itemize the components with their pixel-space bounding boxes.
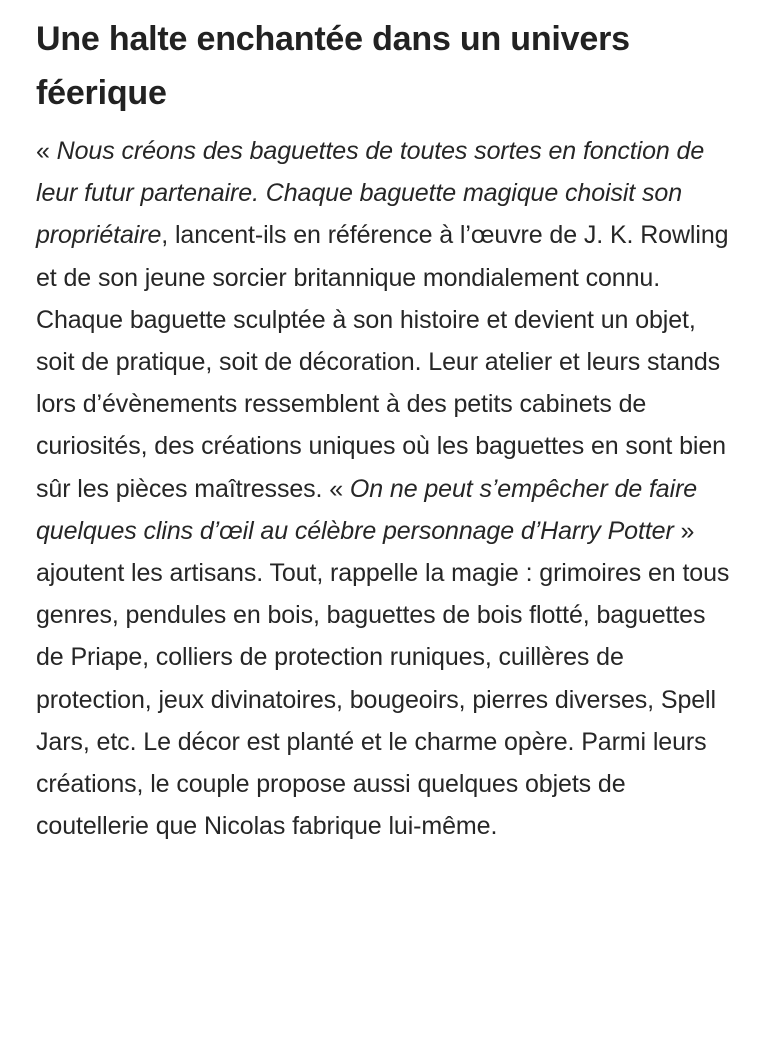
paragraph-segment: » ajoutent les artisans. Tout, rappelle la magie : grimoires en tous genres, pendules en bois, baguettes de bois flotté, baguettes de Priape, colliers de protection runiques, cuillères de protection, jeux divinatoires, bougeoirs, pierres diverses, Spell Jars, etc. Le décor est planté et le charme opère. Parmi leurs créations, le couple propose aussi quelques objets de coutellerie que Nicolas fabrique lui-même. — [36, 516, 730, 841]
paragraph-segment-italic: On ne peut s’empêcher de faire quelques clins d’œil au célèbre personnage d’Harry Potter — [36, 474, 698, 545]
paragraph-segment-italic: Nous créons des baguettes de toutes sortes en fonction de leur futur partenaire. Chaque baguette magique choisit son propriétaire — [36, 137, 705, 250]
paragraph-segment: « — [36, 137, 57, 165]
paragraph-segment: , lancent-ils en référence à l’œuvre de J. K. Rowling et de son jeune sorcier britannique mondialement connu. Chaque baguette sculptée à son histoire et devient un objet, soit de pratique, soit de décoration. Leur atelier et leurs stands lors d’évènements ressemblent à des petits cabinets de curiosités, des créations uniques où les baguettes en sont bien sûr les pièces maîtresses. « — [36, 221, 729, 503]
article-heading: Une halte enchantée dans un univers féerique — [36, 20, 630, 112]
article-paragraph — [36, 130, 736, 847]
article — [36, 12, 736, 847]
